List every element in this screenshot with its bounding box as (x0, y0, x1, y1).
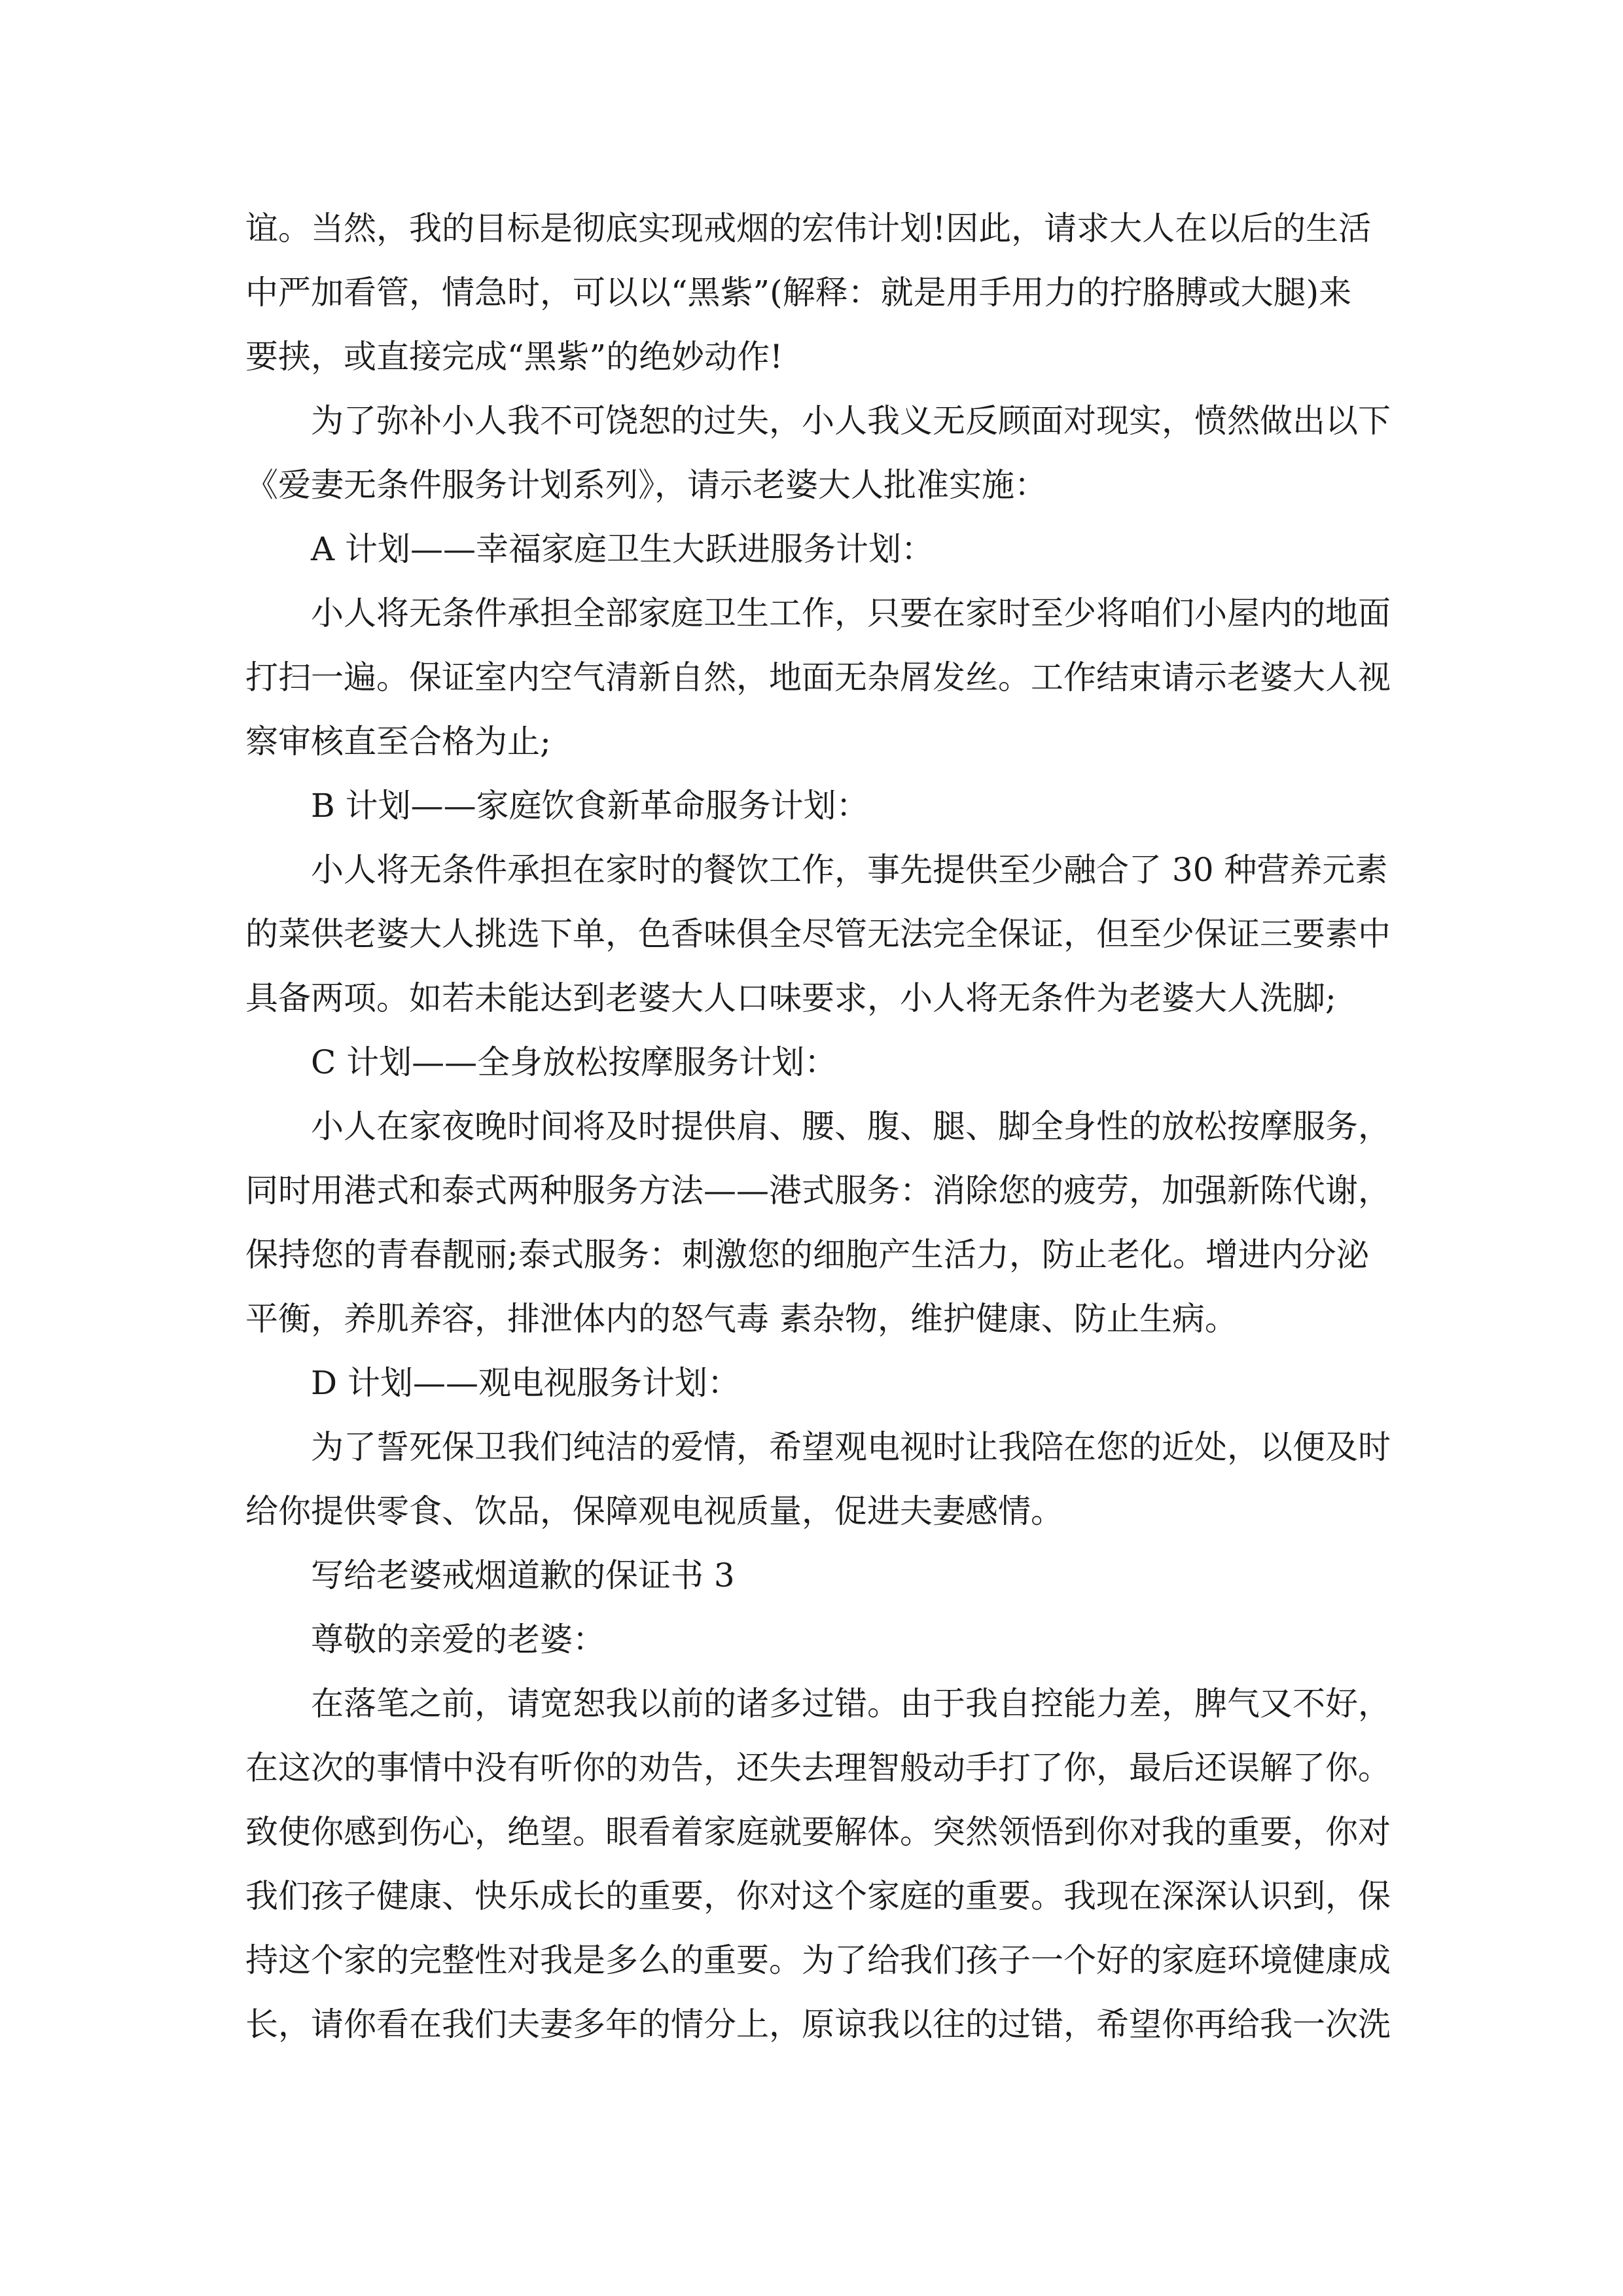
text-line: 长，请你看在我们夫妻多年的情分上，原谅我以往的过错，希望你再给我一次洗 (245, 2005, 1391, 2043)
text-line: 致使你感到伤心，绝望。眼看着家庭就要解体。突然领悟到你对我的重要，你对 (245, 1813, 1391, 1851)
text-line: 小人将无条件承担在家时的餐饮工作，事先提供至少融合了 30 种营养元素 (311, 851, 1388, 889)
text-line: 尊敬的亲爱的老婆： (311, 1621, 605, 1659)
text-line: 小人将无条件承担全部家庭卫生工作，只要在家时至少将咱们小屋内的地面 (311, 594, 1391, 632)
text-line: A 计划——幸福家庭卫生大跃进服务计划： (311, 530, 935, 568)
text-line: 的菜供老婆大人挑选下单，色香味俱全尽管无法完全保证，但至少保证三要素中 (245, 915, 1391, 953)
text-line: 为了誓死保卫我们纯洁的爱情，希望观电视时让我陪在您的近处，以便及时 (311, 1428, 1391, 1466)
text-line: 察审核直至合格为止; (245, 723, 551, 761)
text-line: 在落笔之前，请宽恕我以前的诸多过错。由于我自控能力差，脾气又不好， (311, 1685, 1391, 1723)
text-line: 给你提供零食、饮品，保障观电视质量，促进夫妻感情。 (245, 1492, 1063, 1530)
text-line: 谊。当然，我的目标是彻底实现戒烟的宏伟计划!因此，请求大人在以后的生活 (245, 209, 1372, 247)
text-line: D 计划——观电视服务计划： (311, 1364, 740, 1402)
document-body (245, 196, 1391, 2056)
text-line: 保持您的青春靓丽;泰式服务：刺激您的细胞产生活力，防止老化。增进内分泌 (245, 1236, 1369, 1274)
text-line: 同时用港式和泰式两种服务方法——港式服务：消除您的疲劳，加强新陈代谢， (245, 1172, 1391, 1210)
text-line: B 计划——家庭饮食新革命服务计划： (311, 787, 869, 825)
text-line: 小人在家夜晚时间将及时提供肩、腰、腹、腿、脚全身性的放松按摩服务， (311, 1107, 1391, 1145)
text-line: 我们孩子健康、快乐成长的重要，你对这个家庭的重要。我现在深深认识到，保 (245, 1877, 1391, 1915)
text-line: 要挟，或直接完成“黑紫”的绝妙动作! (245, 338, 783, 376)
text-line: 写给老婆戒烟道歉的保证书 3 (311, 1556, 735, 1594)
text-line: 打扫一遍。保证室内空气清新自然，地面无杂屑发丝。工作结束请示老婆大人视 (245, 658, 1391, 696)
text-line: 平衡，养肌养容，排泄体内的怒气毒 素杂物，维护健康、防止生病。 (245, 1300, 1238, 1338)
text-line: 《爱妻无条件服务计划系列》，请示老婆大人批准实施： (245, 466, 1047, 504)
text-line: 具备两项。如若未能达到老婆大人口味要求，小人将无条件为老婆大人洗脚; (245, 979, 1336, 1017)
text-line: 中严加看管，情急时，可以以“黑紫”(解释：就是用手用力的拧胳膊或大腿)来 (245, 274, 1352, 312)
text-line: C 计划——全身放松按摩服务计划： (311, 1043, 838, 1081)
text-line: 为了弥补小人我不可饶恕的过失，小人我义无反顾面对现实，愤然做出以下 (311, 402, 1391, 440)
text-line: 在这次的事情中没有听你的劝告，还失去理智般动手打了你，最后还误解了你。 (245, 1749, 1391, 1787)
text-line: 持这个家的完整性对我是多么的重要。为了给我们孩子一个好的家庭环境健康成 (245, 1941, 1391, 1979)
